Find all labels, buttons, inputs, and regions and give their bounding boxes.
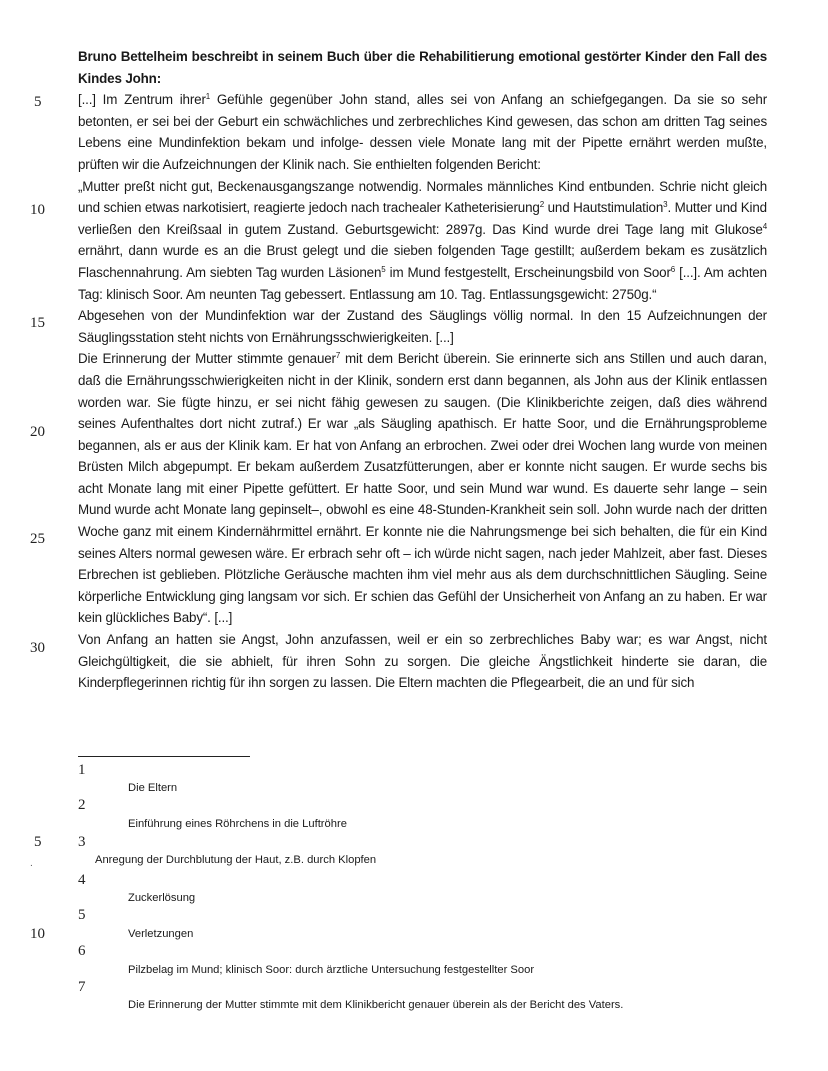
footnote-ref-2: 2 [539,200,544,210]
paragraph-2-clinic-report [78,176,767,306]
text-run: mit dem Bericht überein. Sie erinnerte sich ans Stillen und auch daran, daß die Ernährungsschwierigkeiten nicht in der Klinik, sondern erst dann begannen, als John aus der Klinik entlassen worden war. Sie fügte hinzu, er sei nicht fähig gewesen zu saugen. (Die Klinikberichte zeigen, daß dies während seines Aufenthaltes dort nicht zutraf.) Er war „als Säugling apathisch. Er hatte Soor, und die Ernährungsprobleme begannen, als er aus der Klinik kam. Er hat von Anfang an erbrochen. Zwei oder drei Wochen lang wurde von meinen Brüsten Milch abgepumpt. Er bekam außerdem Zusatzfütterungen, aber er konnte nicht saugen. Er wurde sechs bis acht Monate lang mit einer Pipette gefüttert. Er hatte Soor, und sein Mund war wund. Es dauerte sehr lange – sein Mund wurde acht Monate lang gepinselt–, obwohl es eine 48-Stunden-Krankheit sein soll. John wurde nach der dritten Woche ganz mit einem Kindernährmittel ernährt. Er konnte nie die Nahrungsmenge bei sich behalten, die für ein Kind seines Alters normal gewesen wäre. Er erbrach sehr oft – ich würde nicht sagen, nach jeder Mahlzeit, aber fast. Dieses Erbrechen ist geblieben. Plötzliche Geräusche machten ihm viel mehr aus als dem durchschnittlichen Säugling. Seine körperliche Entwicklung ging langsam vor sich. Er schien das Gefühl der Unsicherheit von Anfang an zu haben. Er war kein glückliches Baby“. [...] [78,351,767,626]
main-text [78,46,767,694]
text-run: Die Erinnerung der Mutter stimmte genauer [78,351,336,367]
line-number: 30 [30,640,45,656]
footnote-ref-5: 5 [381,264,386,274]
footnote-text: Die Erinnerung der Mutter stimmte mit dem Klinikbericht genauer überein als der Bericht des Vaters. [128,999,624,1011]
footnote-number: 3 [78,834,86,850]
footnote-number: 5 [78,907,86,923]
paragraph-1 [78,89,767,175]
footnote-separator [78,756,250,757]
footnote-number: 1 [78,762,86,778]
footnote-text: Die Eltern [128,782,178,794]
footnote-ref-6: 6 [670,264,676,274]
text-run: [...]. Am achten Tag: klinisch Soor. Am neunten Tag gebessert. Entlassung am 10. Tag. Entlassungsgewicht: 2750g.“ [78,264,767,302]
footnote-number: 4 [78,872,86,888]
stray-dot: . [30,858,33,869]
footnote-text: Anregung der Durchblutung der Haut, z.B. durch Klopfen [95,854,377,866]
line-number: 15 [30,315,45,331]
text-run: [...] Im Zentrum ihrer [78,92,206,108]
paragraph-3: Abgesehen von der Mundinfektion war der Zustand des Säuglings völlig normal. In den 15 Aufzeichnungen der Säuglingsstation steht nichts von Ernährungsschwierigkeiten. [...] [78,308,767,345]
footnote-ref-4: 4 [762,221,767,231]
footnote-line-number: 5 [34,834,42,850]
line-number: 5 [34,94,42,110]
footnote-text: Pilzbelag im Mund; klinisch Soor: durch ärztliche Untersuchung festgestellter Soor [128,964,535,976]
line-number: 20 [30,424,45,440]
footnote-text: Einführung eines Röhrchens in die Luftröhre [128,818,347,830]
footnote-text: Verletzungen [128,928,194,940]
footnote-number: 7 [78,979,86,995]
text-run: im Mund festgestellt, Erscheinungsbild von Soor [385,264,671,280]
footnote-number: 2 [78,797,86,813]
line-number: 25 [30,531,45,547]
paragraph-5: Von Anfang an hatten sie Angst, John anzufassen, weil er ein so zerbrechliches Baby war; es war Angst, nicht Gleichgültigkeit, die sie abhielt, für ihren Sohn zu sorgen. Die gleiche Ängstlichkeit hinderte sie daran, die Kinderpflegerinnen richtig für ihn sorgen zu lassen. Die Eltern machten die Pflegearbeit, die an und für sich [78,632,767,691]
paragraph-4 [78,348,767,629]
text-run: und Hautstimulation [544,200,664,216]
footnote-text: Zuckerlösung [128,892,196,904]
footnote-number: 6 [78,943,86,959]
intro-heading: Bruno Bettelheim beschreibt in seinem Buch über die Rehabilitierung emotional gestörter Kinder den Fall des Kindes John: [78,49,767,86]
text-run: ernährt, dann wurde es an die Brust gelegt und die sieben folgenden Tage gestillt; außerdem bekam es zusätzlich Flaschennahrung. Am siebten Tag wurden Läsionen [78,243,767,280]
footnote-ref-1: 1 [205,92,211,102]
text-run: „Mutter preßt nicht gut, Beckenausgangszange notwendig. Normales männliches Kind entbunden. Schrie nicht gleich und schien etwas narkotisiert, reagierte jedoch nach trachealer Katheterisierung [78,178,767,216]
footnote-ref-7: 7 [335,351,341,361]
footnote-ref-3: 3 [663,200,668,210]
text-run: Gefühle gegenüber John stand, alles sei von Anfang an schiefgegangen. Da sie so sehr betonten, er sei bei der Geburt ein schwächliches und zerbrechliches Kind gewesen, das schon am dritten Tag seines Lebens eine Mundinfektion bekam und infolge- dessen viele Monate lang mit der Pipette ernährt werden mußte, prüften wir die Aufzeichnungen der Klinik nach. Sie enthielten folgenden Bericht: [78,92,768,172]
text-run: . Mutter und Kind verließen den Kreißsaal in gutem Zustand. Geburtsgewicht: 2897g. Das Kind wurde drei Tage lang mit Glukose [78,200,767,237]
footnote-line-number: 10 [30,926,45,942]
line-number: 10 [30,202,45,218]
